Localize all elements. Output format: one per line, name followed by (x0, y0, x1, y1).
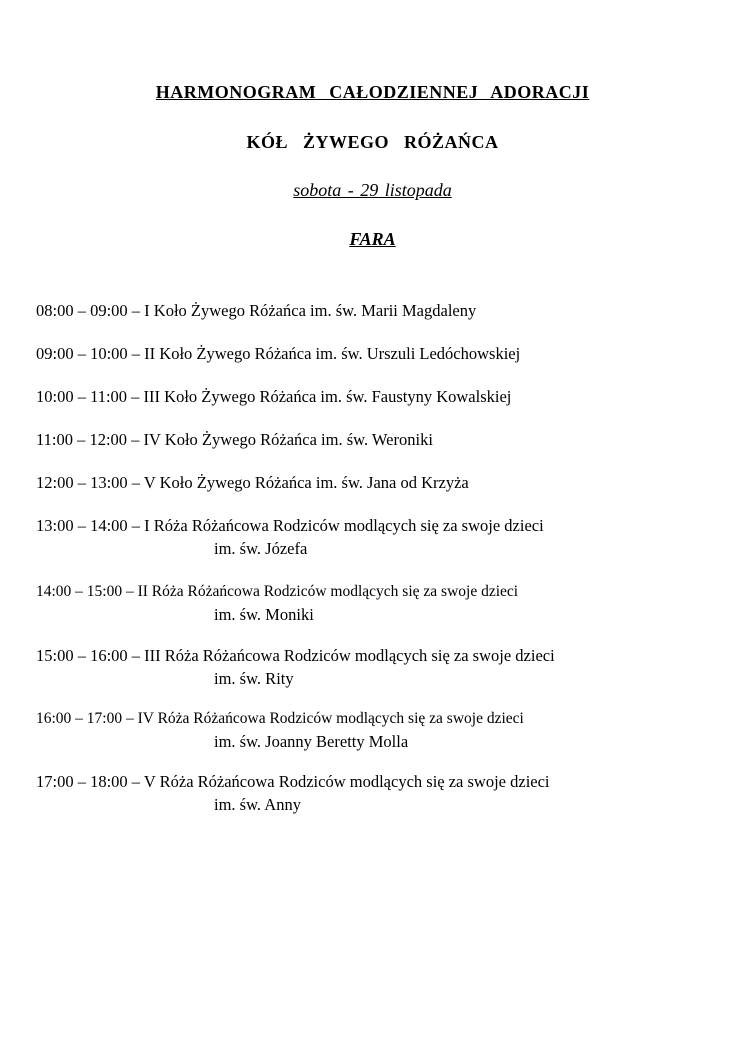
schedule-entry-patron: im. św. Moniki (214, 605, 314, 624)
schedule-entry (36, 342, 726, 365)
schedule-entry-patron: im. św. Rity (214, 669, 294, 688)
schedule-entry (36, 644, 726, 690)
schedule-entry-text: 12:00 – 13:00 – V Koło Żywego Różańca im. św. Jana od Krzyża (36, 473, 469, 492)
schedule-entry-text: 17:00 – 18:00 – V Róża Różańcowa Rodziców modlących się za swoje dzieci (36, 772, 550, 791)
schedule-entry (36, 707, 726, 753)
document-title: HARMONOGRAM CAŁODZIENNEJ ADORACJI (155, 82, 590, 102)
schedule-entry (36, 299, 726, 322)
schedule-entry-text: 09:00 – 10:00 – II Koło Żywego Różańca im. św. Urszuli Ledóchowskiej (36, 344, 521, 363)
schedule-entry-text: 14:00 – 15:00 – II Róża Różańcowa Rodziców modlących się za swoje dzieci (36, 583, 519, 600)
schedule-entry (36, 471, 726, 494)
event-place: FARA (349, 229, 396, 249)
schedule-entry-patron: im. św. Anny (214, 795, 301, 814)
schedule-entry (36, 385, 726, 408)
document-subtitle: KÓŁ ŻYWEGO RÓŻAŃCA (246, 132, 499, 152)
schedule-entry-text: 16:00 – 17:00 – IV Róża Różańcowa Rodziców modlących się za swoje dzieci (36, 710, 524, 727)
schedule-entry-patron: im. św. Joanny Beretty Molla (214, 732, 409, 751)
event-date: sobota - 29 listopada (293, 180, 452, 200)
schedule-entry (36, 580, 726, 626)
schedule-entry-text: 13:00 – 14:00 – I Róża Różańcowa Rodziców modlących się za swoje dzieci (36, 516, 544, 535)
schedule-entry (36, 770, 726, 816)
schedule-entry-text: 11:00 – 12:00 – IV Koło Żywego Różańca im. św. Weroniki (36, 430, 433, 449)
schedule-entry-patron: im. św. Józefa (214, 539, 308, 558)
schedule-entry-text: 15:00 – 16:00 – III Róża Różańcowa Rodziców modlących się za swoje dzieci (36, 646, 555, 665)
schedule-entry (36, 514, 726, 560)
schedule-entry-text: 08:00 – 09:00 – I Koło Żywego Różańca im. św. Marii Magdaleny (36, 301, 477, 320)
schedule-entry-text: 10:00 – 11:00 – III Koło Żywego Różańca im. św. Faustyny Kowalskiej (36, 387, 512, 406)
schedule-entry (36, 428, 726, 451)
